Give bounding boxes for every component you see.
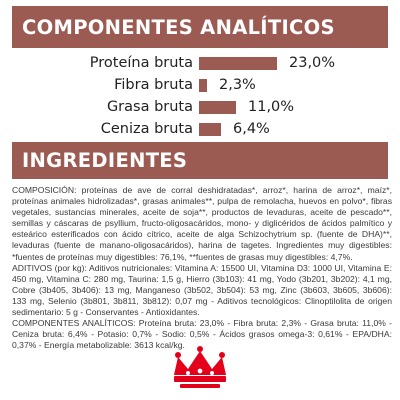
analytics-label: Ceniza bruta [100,121,193,137]
analytics-row [0,119,400,139]
analytics-value: 23,0% [289,55,336,71]
analytical-components-text: COMPONENTES ANALÍTICOS: Proteína bruta: 23,0% - Fibra bruta: 2,3% - Grasa bruta: 11,0% - Ceniza bruta: 6,4% - Potasio: 0,7% - Sodio: 0,5% - Ácidos grasos omega-3: 0,61% - EPA/DHA: 0,37% - Energía metabolizable: 3613 kcal/kg. [12,318,392,351]
analytics-row [0,53,400,73]
analytics-bar [199,79,207,92]
analytics-title: COMPONENTES ANALÍTICOS [22,15,335,39]
analytics-value: 2,3% [219,77,256,93]
analytics-label: Fibra bruta [114,77,193,93]
analytics-bar [199,57,277,70]
analytics-label: Grasa bruta [106,99,193,115]
analytics-bar-chart [0,50,400,140]
analytics-value: 6,4% [233,121,270,137]
analytics-value: 11,0% [248,99,295,115]
ingredients-title-banner [12,142,388,179]
ingredients-title: INGREDIENTES [22,149,188,172]
composition-text: COMPOSICIÓN: proteínas de ave de corral deshidratadas*, arroz*, harina de arroz*, maíz*, proteínas animales hidrolizadas*, grasas animales**, pulpa de remolacha, huevos en polvo*, fibras vegetales, sustancias minerales, aceite de soja**, productos de levaduras, aceite de pescado**, semillas y cáscaras de psyllium, fructo-oligosacáridos, mono- y diglicéridos de ácidos palmítico y esteárico esterificados con ácido cítrico, aceite de alga Schizochytrium sp. (fuente de DHA)**, levaduras (fuente de manano-oligosacáridos), harina de tagetes. Ingredientes muy digestibles: *fuentes de proteínas muy digestibles: 76,1%, **fuentes de grasas muy digestibles: 4,7%. [12,185,392,262]
analytics-title-banner [12,6,388,48]
royal-canin-crown-logo-icon [166,345,234,393]
additives-text: ADITIVOS (por kg): Aditivos nutricionales: Vitamina A: 15500 UI, Vitamina D3: 1000 UI, Vitamina E: 450 mg, Vitamina C: 280 mg, Taurina: 1,5 g, Hierro (3b103): 41 mg, Yodo (3b201, 3b202): 4,1 mg, Cobre (3b405, 3b406): 13 mg, Manganeso (3b502, 3b504): 53 mg, Zinc (3b603, 3b605, 3b606): 133 mg, Selenio (3b801, 3b811, 3b812): 0,07 mg - Aditivos tecnológicos: Clinoptilolita de origen sedimentario: 5 g - Conservantes - Antioxidantes. [12,262,392,318]
analytics-label: Proteína bruta [89,55,193,71]
analytics-row [0,97,400,117]
ingredients-text-block [12,185,392,351]
analytics-bar [199,123,221,136]
analytics-row [0,75,400,95]
analytics-bar [199,101,236,114]
